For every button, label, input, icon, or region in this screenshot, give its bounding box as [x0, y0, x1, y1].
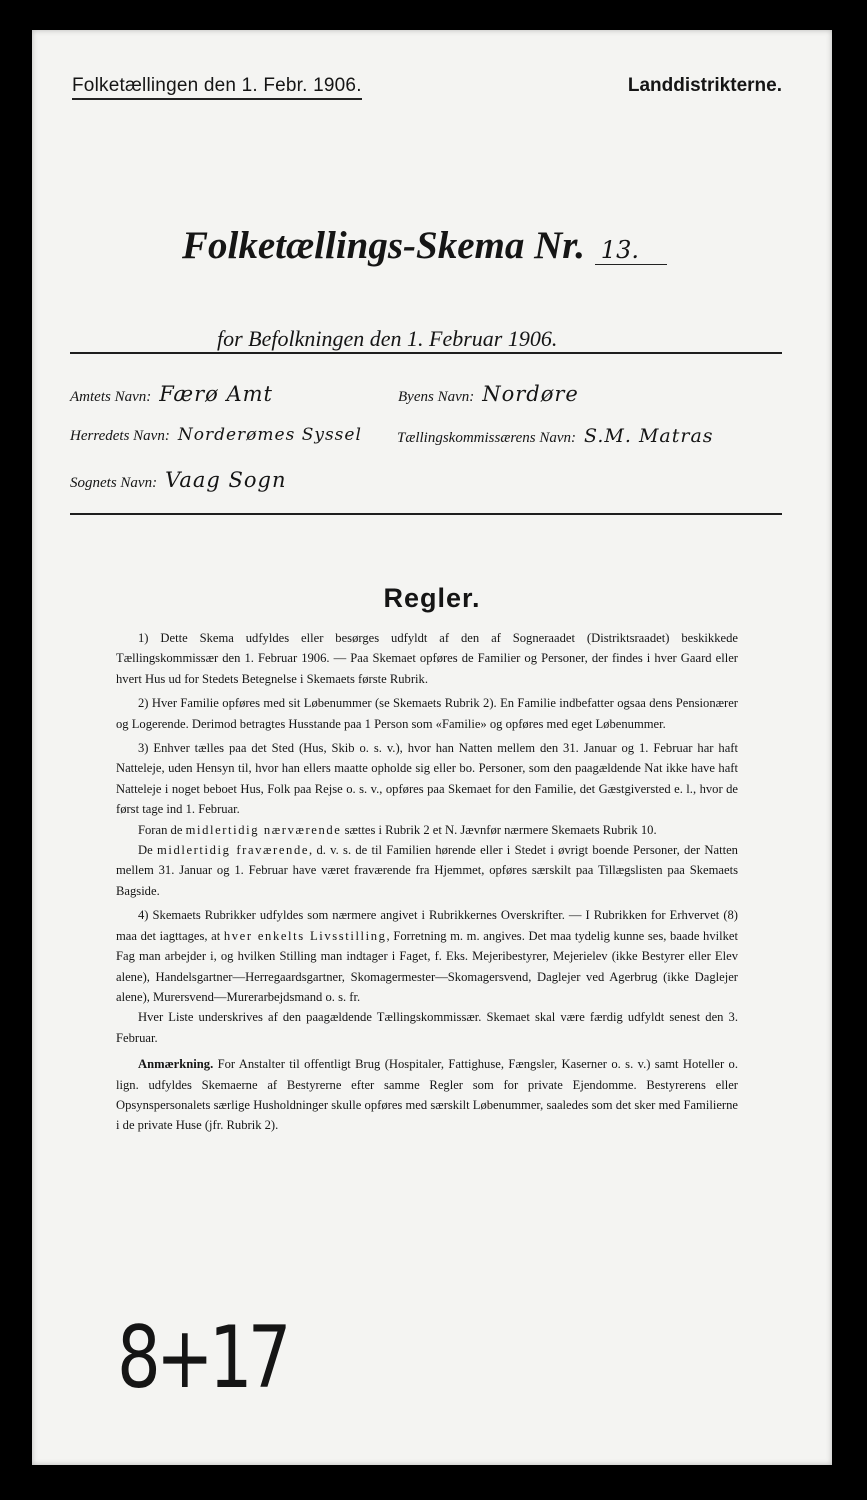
sogn-value: Vaag Sogn — [165, 468, 287, 492]
rule-4-pre: 4) Skemaets Rubrikker udfyldes som nærmere angivet i Rubrikkernes Overskrifter. — I Rubrikken for Erhvervet (8) maa det iagttages, at — [116, 908, 738, 943]
handwritten-note: 8+17 — [117, 1308, 287, 1408]
rule-3b — [116, 820, 738, 840]
byen-field — [398, 382, 579, 406]
rule-3b-pre: Foran de — [138, 822, 186, 837]
form-title — [182, 223, 667, 268]
sogn-field — [70, 468, 286, 492]
kommissaer-value: S.M. Matras — [584, 425, 714, 447]
rule-1: 1) Dette Skema udfyldes eller besørges udfyldt af den af Sogneraadet (Distriktsraadet) beskikkede Tællingskommissær den 1. Februar 1906. — Paa Skemaet opføres de Familier og Personer, der findes i hver Gaard eller hvert Hus ud for Stedets Betegnelse i Skemaets første Rubrik. — [116, 631, 738, 686]
form-subtitle: for Befolkningen den 1. Februar 1906. — [217, 326, 558, 351]
rule-3c — [116, 840, 738, 901]
herred-field — [70, 425, 362, 445]
rule-4-spaced: hver enkelts Livsstilling — [223, 928, 387, 943]
rule-4b: Hver Liste underskrives af den paagældende Tællingskommissær. Skemaet skal være færdig udfyldt senest den 3. Februar. — [116, 1010, 738, 1045]
byen-value: Nordøre — [482, 382, 579, 406]
rule-4 — [116, 905, 738, 1007]
header-census-date: Folketællingen den 1. Febr. 1906. — [72, 75, 362, 100]
herred-value: Norderømes Syssel — [177, 425, 362, 445]
kommissaer-label: Tællingskommissærens Navn: — [397, 430, 577, 446]
form-number-handwritten: 13. — [595, 236, 667, 265]
rule-3c-post: , d. v. s. de til Familien hørende eller i Stedet i øvrigt boende Personer, der Natten mellem 31. Januar og 1. Februar have været fraværende fra Hjemmet, opføres særskilt paa Tillægslisten paa Skemaets Bagside. — [116, 843, 738, 898]
rule-4-post: , Forretning m. m. angives. Det maa tydelig kunne ses, baade hvilket Fag man arbejder i, og hvilken Stilling man indtager i Faget, f. Eks. Mejeribestyrer, Mejerielev (ikke Bestyrer eller Elev alene), Handelsgartner—Herregaardsgartner, Skomagermester—Skomagersvend, Daglejer ved Agerbrug (ikke Daglejer alene), Murersvend—Murerarbejdsmand o. s. fr. — [116, 928, 739, 1004]
amt-field — [70, 382, 273, 406]
remark-label: Anmærkning. — [138, 1057, 214, 1072]
remark-text: For Anstalter til offentligt Brug (Hospitaler, Fattighuse, Fængsler, Kaserner o. s. v.) samt Hoteller o. lign. udfyldes Skemaerne af Bestyrerne efter samme Regler som for private Ejendomme. Bestyrerens eller Opsynspersonalets særlige Husholdninger skulle opføres med særskilt Løbenummer, saaledes som det sker med Familierne i de private Huse (jfr. Rubrik 2). — [116, 1057, 738, 1133]
header-district-type: Landdistrikterne. — [627, 75, 782, 96]
rules-text — [116, 628, 738, 1140]
byen-label: Byens Navn: — [398, 389, 475, 405]
kommissaer-field — [397, 425, 714, 447]
amt-label: Amtets Navn: — [70, 389, 152, 405]
rule-3b-spaced: midlertidig nærværende — [185, 822, 342, 837]
rule-3c-spaced: midlertidig fraværende — [156, 843, 310, 858]
census-form-page — [32, 30, 832, 1465]
divider-top — [70, 352, 782, 354]
rule-3: 3) Enhver tælles paa det Sted (Hus, Skib o. s. v.), hvor han Natten mellem den 31. Januar og 1. Februar har haft Natteleje, uden Hensyn til, hvor han ellers maatte opholde sig eller bo. Personer, som den paagældende Nat ikke have haft Natteleje i noget beboet Hus, Folk paa Rejse o. s. v., opføres paa Skemaet for den Familie, det Gæstgiversted e. l., hvor de først tage ind 1. Februar. — [116, 741, 738, 817]
rule-3c-pre: De — [138, 843, 157, 858]
form-title-text: Folketællings-Skema Nr. — [182, 224, 586, 267]
sogn-label: Sognets Navn: — [70, 475, 158, 491]
herred-label: Herredets Navn: — [70, 428, 170, 444]
rule-3b-post: sættes i Rubrik 2 et N. Jævnfør nærmere Skemaets Rubrik 10. — [341, 822, 657, 837]
divider-bottom — [70, 513, 782, 515]
rules-heading: Regler. — [383, 583, 481, 613]
remark — [116, 1054, 738, 1136]
rule-2: 2) Hver Familie opføres med sit Løbenummer (se Skemaets Rubrik 2). En Familie indbefatter ogsaa dens Pensionærer og Logerende. Derimod betragtes Husstande paa 1 Person som «Familie» og opføres med eget Løbenummer. — [116, 696, 738, 731]
amt-value: Færø Amt — [159, 382, 273, 406]
